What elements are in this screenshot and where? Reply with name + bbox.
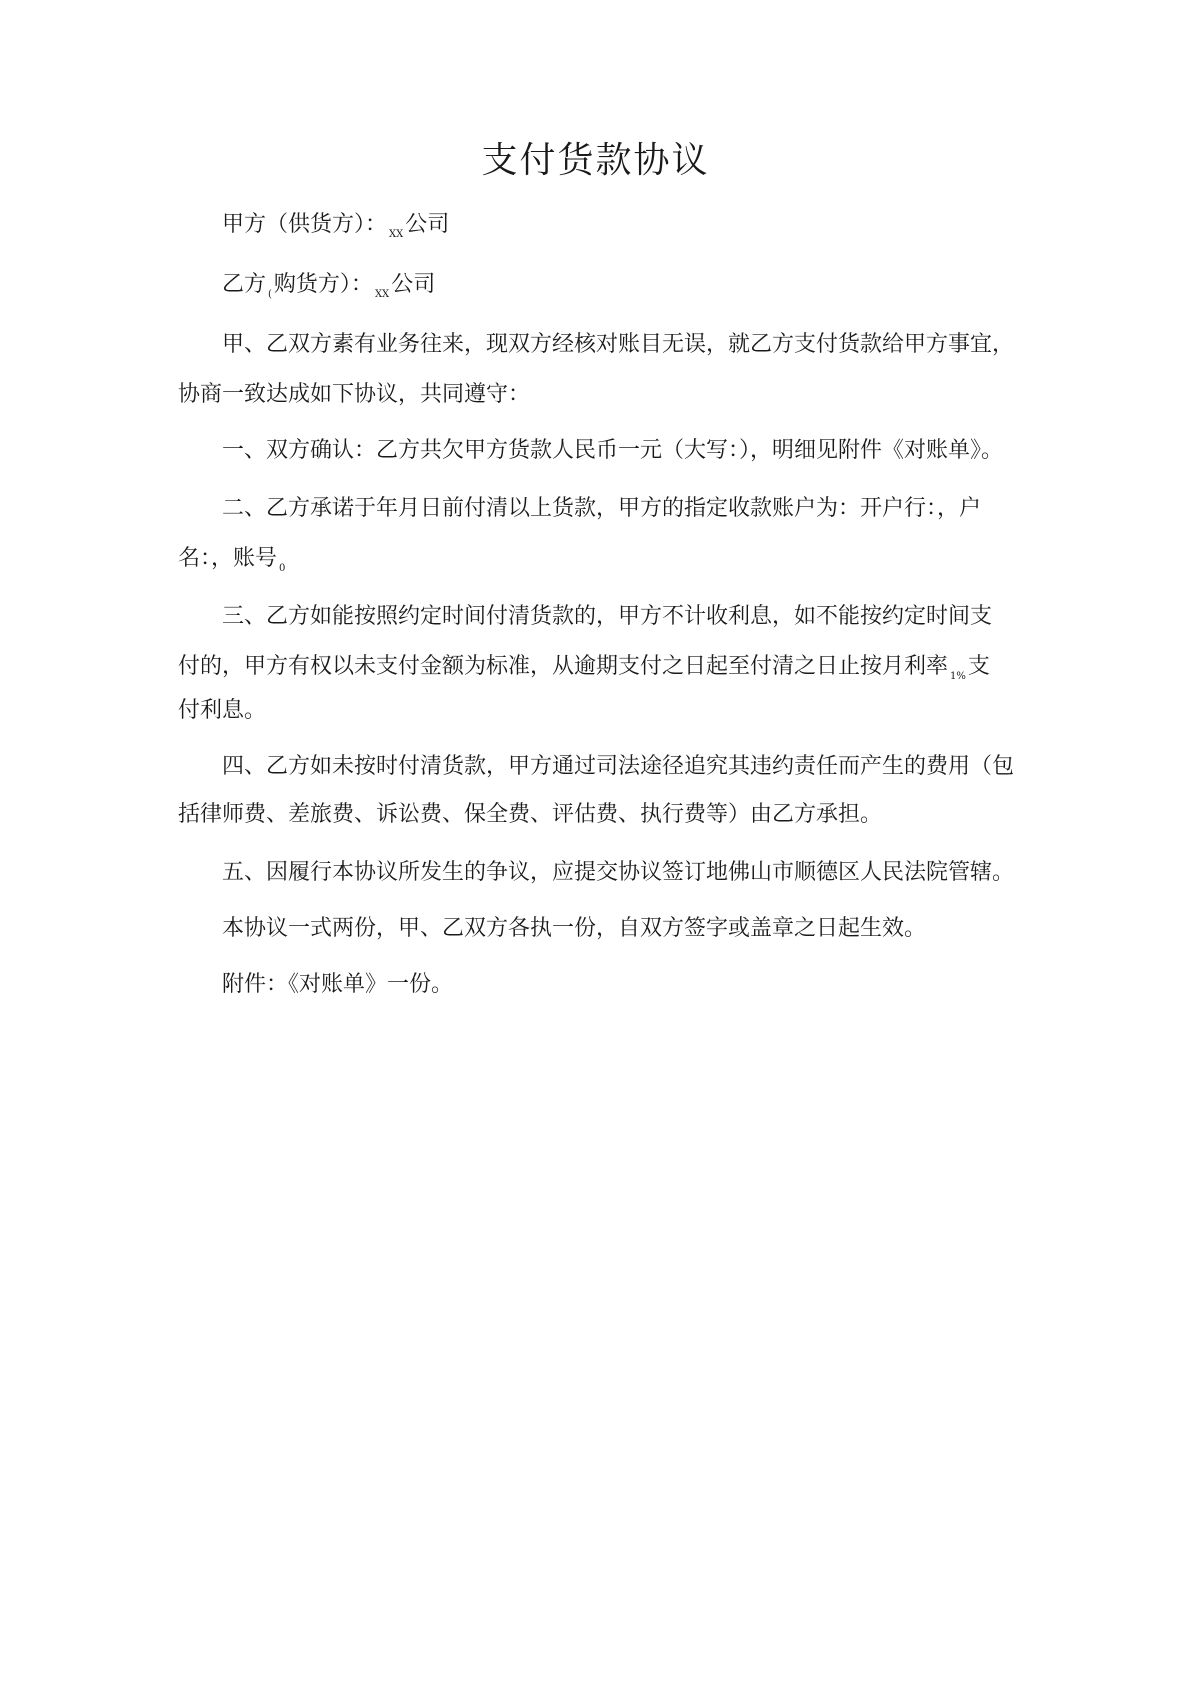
clause-4-line-1: 四、乙方如未按时付清货款，甲方通过司法途径追究其违约责任而产生的费用（包 bbox=[222, 754, 1015, 779]
party-b-name-prefix: XX bbox=[374, 289, 390, 300]
clause-2-line-1: 二、乙方承诺于年月日前付清以上货款，甲方的指定收款账户为：开户行：，户 bbox=[222, 496, 982, 521]
party-a-name-prefix: XX bbox=[389, 229, 404, 240]
clause-5-line-1: 五、因履行本协议所发生的争议，应提交协议签订地佛山市顺德区人民法院管辖。 bbox=[222, 860, 1015, 885]
party-b-name-suffix: 公司 bbox=[391, 272, 436, 297]
party-a-name-suffix: 公司 bbox=[405, 212, 450, 237]
party-b-label-end: 购货方）： bbox=[273, 272, 373, 297]
clause-3-line-2-start: 付的，甲方有权以未支付金额为标准，从逾期支付之日起至付清之日止按月利率 bbox=[178, 654, 949, 679]
document-title: 支付货款协议 bbox=[481, 140, 710, 181]
party-b-line bbox=[222, 270, 435, 310]
clause-3-line-3: 付利息。 bbox=[178, 698, 267, 723]
intro-line-1: 甲、乙双方素有业务往来，现双方经核对账目无误，就乙方支付货款给甲方事宜， bbox=[222, 332, 1015, 357]
attachment-line-1: 附件：《对账单》一份。 bbox=[222, 972, 454, 997]
clause-2-line-2-text: 名：，账号 bbox=[178, 546, 278, 571]
clause-3-line-2-end: 支 bbox=[967, 654, 990, 679]
party-a-label: 甲方（供货方）： bbox=[222, 212, 388, 237]
clause-3-line-2 bbox=[178, 652, 990, 692]
intro-line-2: 协商一致达成如下协议，共同遵守： bbox=[178, 382, 531, 407]
clause-4-line-2: 括律师费、差旅费、诉讼费、保全费、评估费、执行费等）由乙方承担。 bbox=[178, 802, 883, 827]
clause-3-line-1: 三、乙方如能按照约定时间付清货款的，甲方不计收利息，如不能按约定时间支 bbox=[222, 604, 993, 629]
party-b-label-paren: ( bbox=[268, 289, 272, 300]
clause-1-line-1: 一、双方确认：乙方共欠甲方货款人民币一元（大写：），明细见附件《对账单》。 bbox=[222, 438, 1004, 463]
clause-2-line-2-suffix: 0 bbox=[279, 563, 286, 574]
clause-3-rate: 1% bbox=[950, 671, 966, 682]
copies-line-1: 本协议一式两份，甲、乙双方各执一份，自双方签字或盖章之日起生效。 bbox=[222, 916, 927, 941]
party-b-label-start: 乙方 bbox=[222, 272, 267, 297]
clause-2-line-2 bbox=[178, 544, 287, 584]
party-a-line bbox=[222, 210, 449, 250]
